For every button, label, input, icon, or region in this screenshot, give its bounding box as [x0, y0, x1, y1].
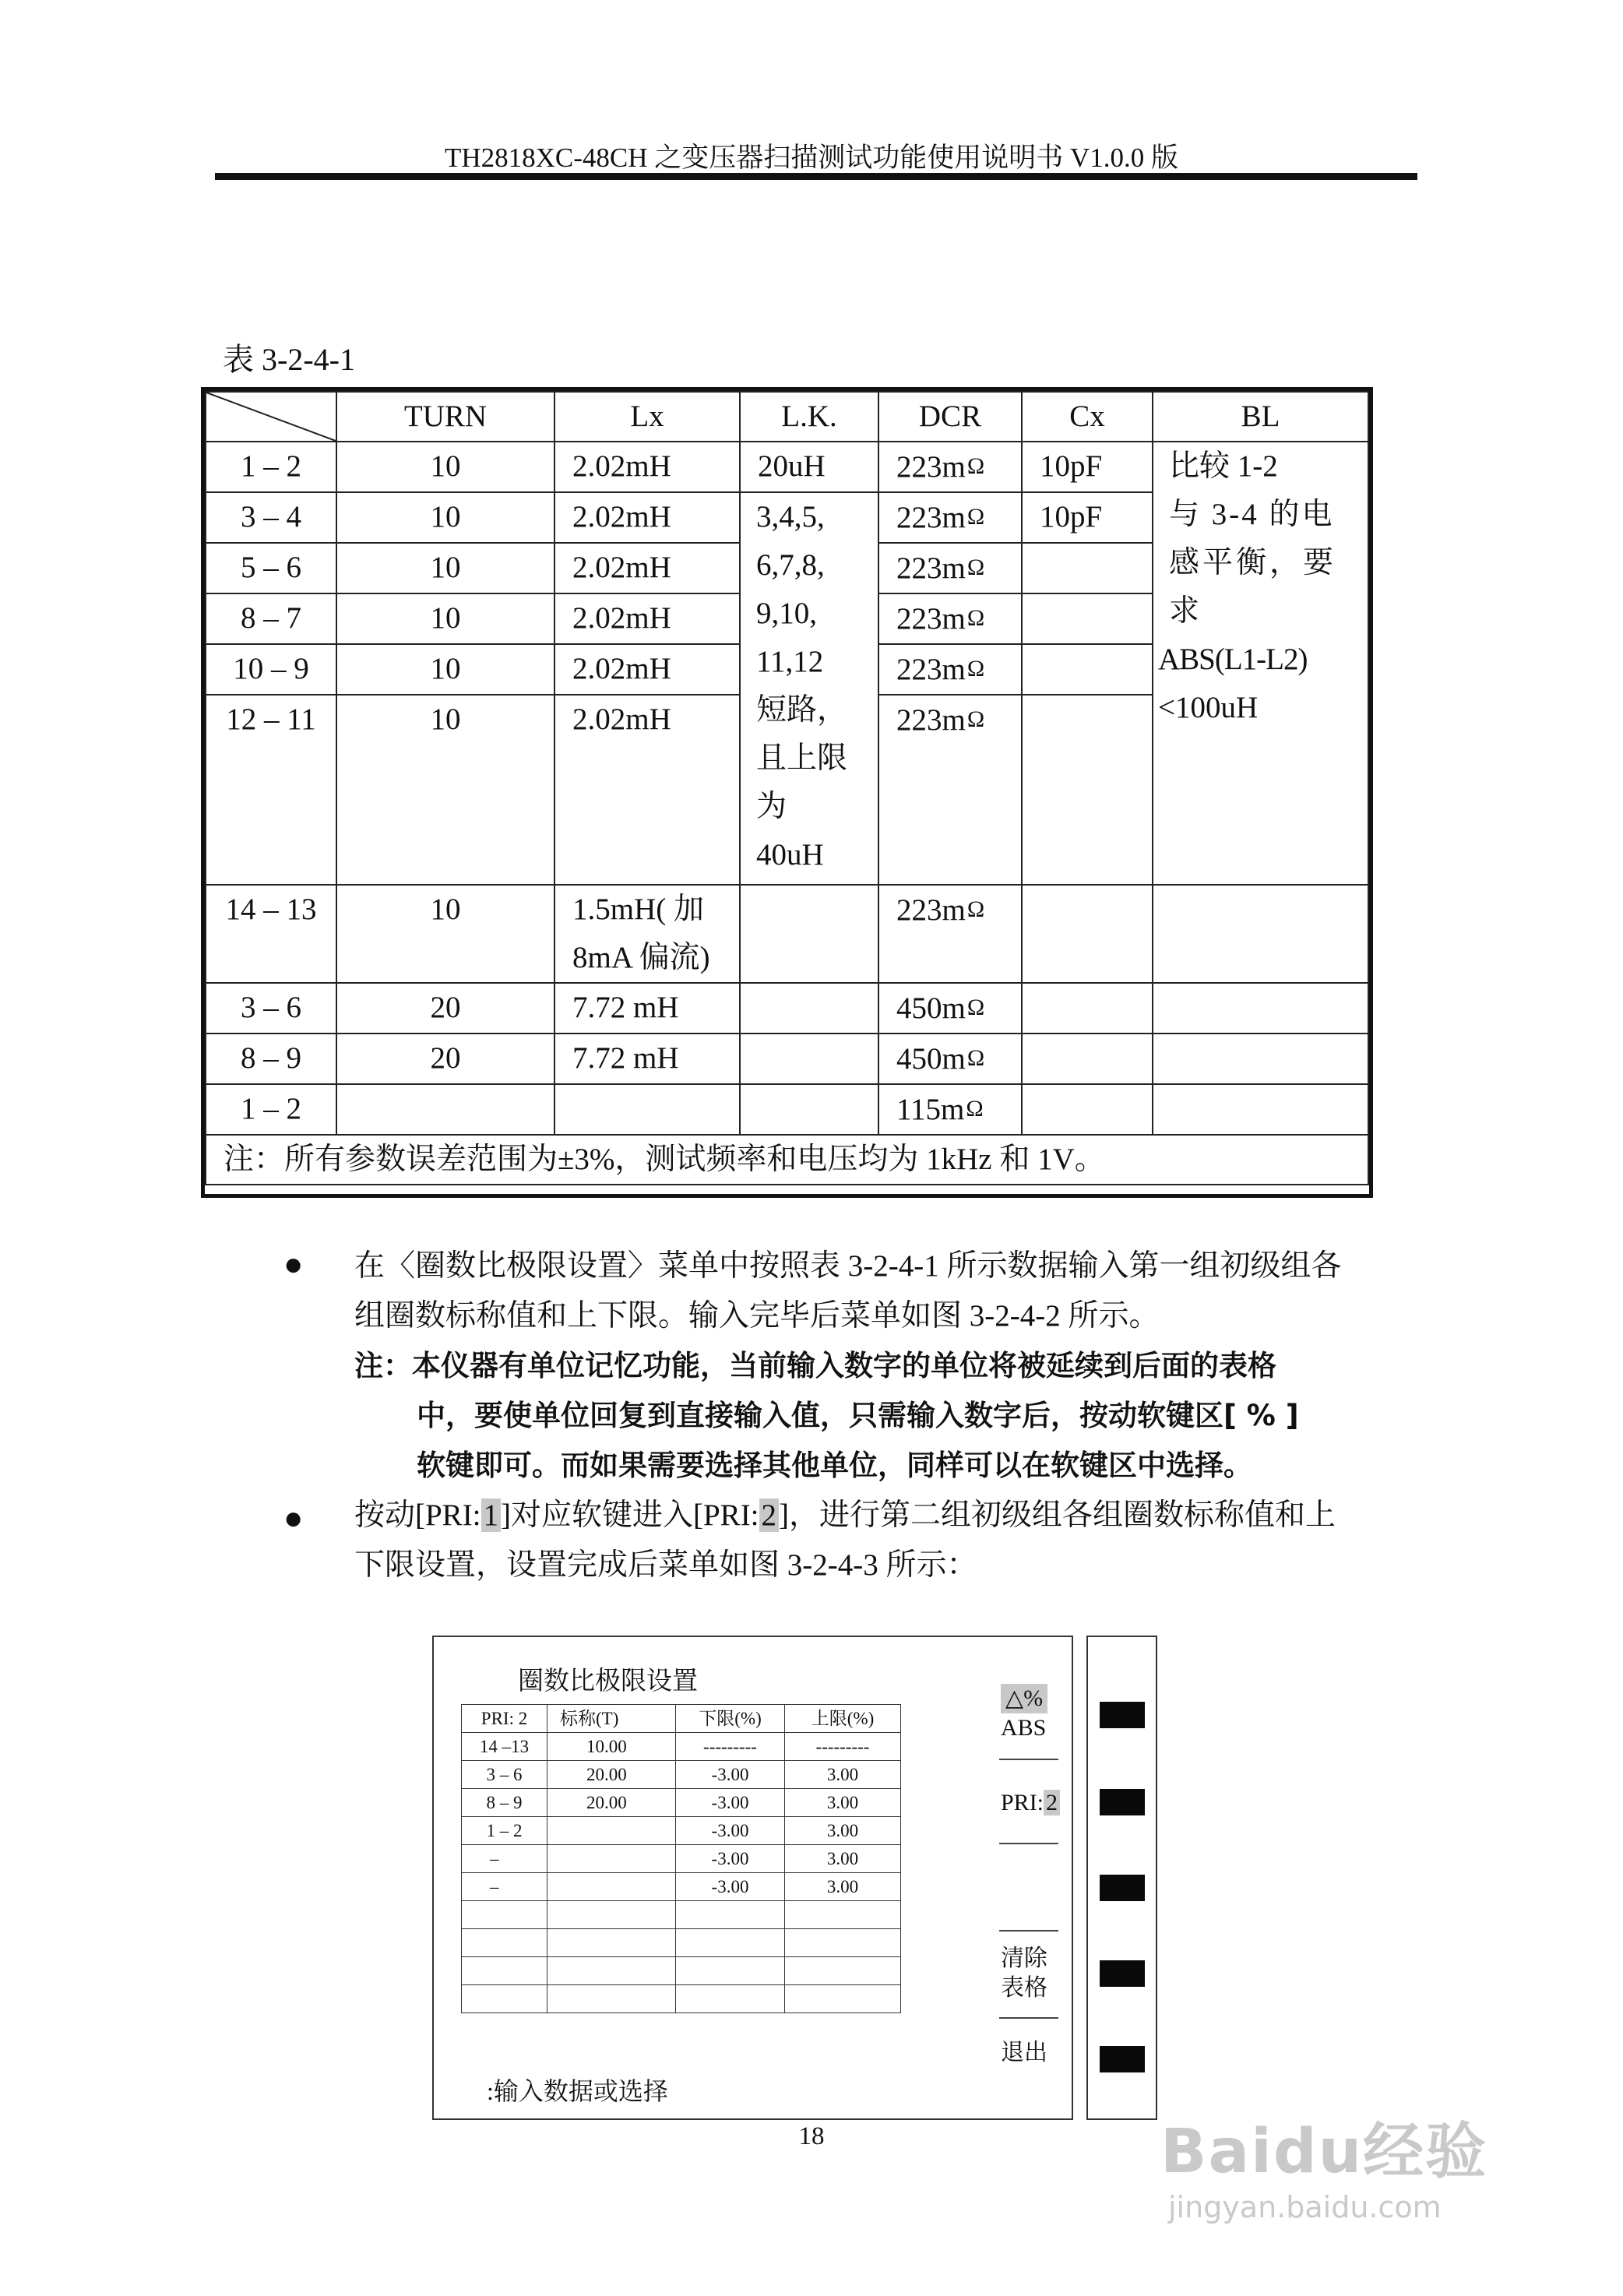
lk-line: 3,4,5, [756, 500, 825, 534]
table-row[interactable] [462, 1985, 901, 2013]
lx-cell: 2.02mH [554, 593, 740, 644]
screen-title: 圈数比极限设置 [518, 1667, 698, 1696]
ohm-symbol: Ω [966, 896, 985, 922]
dcr-cell [878, 1034, 1022, 1084]
table-row[interactable] [462, 1873, 901, 1901]
lk-merged-cell [740, 492, 878, 885]
cell[interactable] [462, 1957, 547, 1985]
ohm-symbol: Ω [966, 555, 985, 580]
bullet-icon: ● [283, 1247, 304, 1283]
softkey-exit[interactable] [1001, 2038, 1047, 2068]
cell[interactable]: -3.00 [676, 1845, 785, 1873]
dcr-value: 223m [896, 501, 966, 534]
diagonal-header-cell [206, 392, 336, 442]
bl-line: 与 3-4 的电 [1169, 498, 1335, 531]
bl-line: 比较 1-2 [1169, 449, 1278, 483]
cell[interactable]: 1 – 2 [462, 1817, 547, 1845]
lk-line: 6,7,8, [756, 548, 825, 582]
softkey-clear-table[interactable] [1001, 1944, 1047, 2003]
cell[interactable]: --------- [676, 1733, 785, 1761]
lk-line: 短路， [756, 693, 848, 727]
bullet-icon: ● [283, 1501, 304, 1537]
dcr-cell [878, 695, 1022, 885]
table-header-row [206, 392, 1368, 442]
pins-cell: 8 – 9 [206, 1034, 336, 1084]
cell[interactable]: -3.00 [676, 1761, 785, 1789]
table-row[interactable] [462, 1929, 901, 1957]
paragraph-line: 下限设置，设置完成后菜单如图 3-2-4-3 所示： [354, 1548, 977, 1582]
cx-cell [1022, 983, 1153, 1034]
text-run: ]对应软键进入[PRI: [501, 1498, 759, 1532]
text-run: 按动[PRI: [354, 1498, 481, 1532]
lx-line: 1.5mH( 加 [572, 893, 704, 926]
table-row[interactable] [462, 1733, 901, 1761]
ohm-symbol: Ω [966, 995, 985, 1020]
table-row[interactable] [462, 1817, 901, 1845]
cell[interactable]: 14 –13 [462, 1733, 547, 1761]
cell[interactable] [547, 1873, 676, 1901]
cx-cell [1022, 593, 1153, 644]
cx-cell [1022, 695, 1153, 885]
lk-cell [740, 983, 878, 1034]
pins-cell: 1 – 2 [206, 442, 336, 492]
pins-cell: 1 – 2 [206, 1084, 336, 1135]
cell[interactable]: 3 – 6 [462, 1761, 547, 1789]
cell[interactable] [785, 1901, 901, 1929]
dcr-value: 223m [896, 450, 966, 484]
pins-cell: 12 – 11 [206, 695, 336, 885]
lx-cell: 7.72 mH [554, 983, 740, 1034]
cell[interactable]: 3.00 [785, 1817, 901, 1845]
cell[interactable] [547, 1957, 676, 1985]
bl-cell [1153, 442, 1368, 885]
ohm-symbol: Ω [966, 1045, 985, 1071]
softkey-label: 表格 [1001, 1975, 1047, 2001]
table-row[interactable] [462, 1901, 901, 1929]
input-prompt: :输入数据或选择 [487, 2077, 668, 2105]
lk-cell: 20uH [740, 442, 878, 492]
dcr-cell [878, 983, 1022, 1034]
cx-cell: 10pF [1022, 492, 1153, 543]
dcr-cell [878, 442, 1022, 492]
bl-cell [1153, 1084, 1368, 1135]
lk-line: 为 [756, 790, 787, 823]
bl-line: <100uH [1158, 691, 1259, 724]
softkey-label: ABS [1001, 1715, 1047, 1741]
turn-cell [336, 1084, 554, 1135]
table-row [206, 1084, 1368, 1135]
turn-cell: 10 [336, 442, 554, 492]
turn-cell: 20 [336, 983, 554, 1034]
ohm-symbol: Ω [966, 504, 985, 530]
memory-note-line: 中，要使单位回复到直接输入值，只需输入数字后，按动软键区[ % ] [417, 1399, 1299, 1432]
cell[interactable]: – [462, 1845, 547, 1873]
table-note: 注：所有参数误差范围为±3%，测试频率和电压均为 1kHz 和 1V。 [206, 1135, 1368, 1185]
cx-cell [1022, 1034, 1153, 1084]
turn-cell: 10 [336, 644, 554, 695]
lx-cell: 7.72 mH [554, 1034, 740, 1084]
cell[interactable]: 3.00 [785, 1845, 901, 1873]
table-row[interactable] [462, 1845, 901, 1873]
cell[interactable] [547, 1929, 676, 1957]
lk-cell [740, 1084, 878, 1135]
bullet-paragraph-1 [354, 1241, 1421, 1491]
table-row [206, 885, 1368, 983]
ohm-symbol: Ω [966, 605, 985, 631]
header-cell: 标称(T) [547, 1705, 676, 1733]
cell[interactable]: 3.00 [785, 1761, 901, 1789]
memory-note-line: 软键即可。而如果需要选择其他单位，同样可以在软键区中选择。 [417, 1449, 1252, 1482]
lx-cell: 2.02mH [554, 492, 740, 543]
bl-cell [1153, 885, 1368, 983]
cell[interactable] [462, 1985, 547, 2013]
dcr-cell [878, 492, 1022, 543]
dcr-value: 223m [896, 551, 966, 585]
ohm-symbol: Ω [966, 1096, 984, 1122]
lx-cell: 2.02mH [554, 695, 740, 885]
lk-line: 且上限 [756, 741, 848, 775]
turn-cell: 10 [336, 492, 554, 543]
spec-table [201, 387, 1373, 1198]
watermark-logo: Baidu经验 [1160, 2117, 1488, 2187]
softkey-button-3[interactable] [1100, 1875, 1145, 1901]
dcr-value: 450m [896, 991, 966, 1025]
cell[interactable] [547, 1901, 676, 1929]
table-row [206, 1034, 1368, 1084]
pins-cell: 10 – 9 [206, 644, 336, 695]
bullet-paragraph-2 [354, 1491, 1421, 1590]
col-header-lx: Lx [554, 392, 740, 442]
lx-cell: 2.02mH [554, 543, 740, 593]
cx-cell [1022, 885, 1153, 983]
turn-cell: 10 [336, 593, 554, 644]
header-cell: 上限(%) [785, 1705, 901, 1733]
turn-cell: 10 [336, 695, 554, 885]
bl-line: ABS(L1-L2) [1158, 643, 1308, 676]
ohm-symbol: Ω [966, 453, 985, 479]
highlight-pri-2: 2 [759, 1498, 780, 1532]
turn-cell: 10 [336, 885, 554, 983]
dcr-cell [878, 543, 1022, 593]
cell[interactable]: 3.00 [785, 1873, 901, 1901]
cell[interactable]: --------- [785, 1733, 901, 1761]
paragraph-line: 在〈圈数比极限设置〉菜单中按照表 3-2-4-1 所示数据输入第一组初级组各 [354, 1249, 1342, 1283]
cell[interactable]: 3.00 [785, 1789, 901, 1817]
softkey-button-5[interactable] [1100, 2046, 1145, 2072]
cx-cell [1022, 1084, 1153, 1135]
table-row [206, 983, 1368, 1034]
lx-cell: 2.02mH [554, 442, 740, 492]
dcr-cell [878, 644, 1022, 695]
highlight-pri-1: 1 [481, 1498, 502, 1532]
dcr-value: 223m [896, 703, 966, 737]
cell[interactable]: 20.00 [547, 1761, 676, 1789]
dcr-cell [878, 1084, 1022, 1135]
bl-line: 求 [1169, 594, 1200, 628]
ohm-symbol: Ω [966, 706, 985, 732]
table-row[interactable] [462, 1761, 901, 1789]
dcr-cell [878, 885, 1022, 983]
bl-cell [1153, 983, 1368, 1034]
text-run: ]，进行第二组初级组各组圈数标称值和上 [779, 1498, 1336, 1532]
softkey-label: PRI: [1001, 1790, 1044, 1815]
cell[interactable] [676, 1957, 785, 1985]
page-number: 18 [798, 2122, 825, 2150]
pins-cell: 8 – 7 [206, 593, 336, 644]
cell[interactable]: 8 – 9 [462, 1789, 547, 1817]
softkey-label: 清除 [1001, 1946, 1047, 1971]
col-header-cx: Cx [1022, 392, 1153, 442]
pins-cell: 3 – 4 [206, 492, 336, 543]
pins-cell: 14 – 13 [206, 885, 336, 983]
col-header-lk: L.K. [740, 392, 878, 442]
lx-cell [554, 885, 740, 983]
softkey-percent-abs[interactable] [1001, 1684, 1047, 1743]
lk-line: 9,10, [756, 597, 817, 630]
table-caption: 表 3-2-4-1 [223, 342, 355, 377]
cx-cell: 10pF [1022, 442, 1153, 492]
limit-table-header [462, 1705, 901, 1733]
paragraph-line [354, 1491, 1421, 1541]
ohm-symbol: Ω [966, 656, 985, 681]
document-header: TH2818XC-48CH 之变压器扫描测试功能使用说明书 V1.0.0 版 [444, 143, 1179, 173]
softkey-divider [999, 1930, 1058, 1932]
col-header-dcr: DCR [878, 392, 1022, 442]
bl-cell [1153, 1034, 1368, 1084]
cell[interactable]: -3.00 [676, 1873, 785, 1901]
cell[interactable] [547, 1985, 676, 2013]
pins-cell: 3 – 6 [206, 983, 336, 1034]
softkey-pri[interactable] [1001, 1788, 1060, 1818]
cell[interactable] [462, 1929, 547, 1957]
dcr-value: 115m [896, 1093, 965, 1126]
lk-line: 11,12 [756, 645, 824, 678]
table-row [206, 442, 1368, 492]
table-row[interactable] [462, 1957, 901, 1985]
cx-cell [1022, 644, 1153, 695]
cell[interactable]: 10.00 [547, 1733, 676, 1761]
cell[interactable] [462, 1901, 547, 1929]
lk-cell [740, 1034, 878, 1084]
pins-cell: 5 – 6 [206, 543, 336, 593]
turn-cell: 20 [336, 1034, 554, 1084]
cell[interactable] [676, 1985, 785, 2013]
cell[interactable] [676, 1901, 785, 1929]
header-cell: PRI: 2 [462, 1705, 547, 1733]
softkey-button-1[interactable] [1100, 1702, 1145, 1728]
dcr-value: 223m [896, 653, 966, 686]
softkey-divider [999, 1843, 1058, 1844]
cell[interactable] [676, 1929, 785, 1957]
cell[interactable]: -3.00 [676, 1789, 785, 1817]
cell[interactable] [785, 1929, 901, 1957]
paragraph-line: 组圈数标称值和上下限。输入完毕后菜单如图 3-2-4-2 所示。 [354, 1299, 1160, 1333]
dcr-cell [878, 593, 1022, 644]
lx-cell: 2.02mH [554, 644, 740, 695]
dcr-value: 223m [896, 893, 966, 927]
cell[interactable] [785, 1957, 901, 1985]
cell[interactable]: – [462, 1873, 547, 1901]
dcr-value: 450m [896, 1042, 966, 1076]
softkey-label: △% [1001, 1684, 1047, 1713]
table-row[interactable] [462, 1789, 901, 1817]
softkey-label: 退出 [1001, 2040, 1047, 2065]
baidu-watermark [1160, 2103, 1487, 2224]
softkey-label: 2 [1044, 1790, 1060, 1815]
table-note-row [206, 1135, 1368, 1185]
cell[interactable]: -3.00 [676, 1817, 785, 1845]
cell[interactable] [785, 1985, 901, 2013]
header-rule [215, 173, 1417, 180]
softkey-button-2[interactable] [1100, 1789, 1145, 1815]
cell[interactable]: 20.00 [547, 1789, 676, 1817]
lk-cell [740, 885, 878, 983]
memory-note-line: 注：本仪器有单位记忆功能，当前输入数字的单位将被延续到后面的表格 [354, 1349, 1276, 1382]
col-header-bl: BL [1153, 392, 1368, 442]
dcr-value: 223m [896, 602, 966, 636]
watermark-url: jingyan.baidu.com [1168, 2190, 1442, 2224]
lx-line: 8mA 偏流) [572, 941, 710, 974]
limit-table [461, 1704, 901, 2013]
softkey-divider [999, 2017, 1058, 2019]
softkey-button-4[interactable] [1100, 1960, 1145, 1987]
softkey-divider [999, 1759, 1058, 1760]
cell[interactable] [547, 1845, 676, 1873]
cx-cell [1022, 543, 1153, 593]
lx-cell [554, 1084, 740, 1135]
turn-cell: 10 [336, 543, 554, 593]
bl-line: 感平衡，要 [1169, 546, 1337, 579]
cell[interactable] [547, 1817, 676, 1845]
lk-line: 40uH [756, 838, 824, 872]
header-cell: 下限(%) [676, 1705, 785, 1733]
col-header-turn: TURN [336, 392, 554, 442]
